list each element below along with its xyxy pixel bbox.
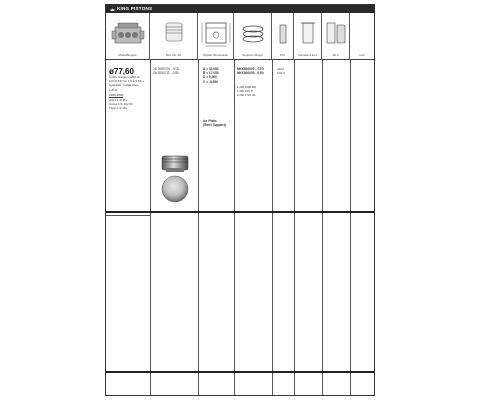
pin-size: ø18,0 1/61.9 (277, 67, 285, 76)
col-divider (294, 213, 295, 371)
col-divider (234, 59, 235, 211)
col-dimension (198, 13, 234, 59)
row-divider (106, 211, 374, 213)
col-label: Alt 2 (332, 53, 339, 57)
piston-photo-icon (156, 150, 194, 205)
col-divider (234, 373, 235, 395)
piston-note: Ice Plaks (Steel Support) (203, 119, 226, 128)
catalog-sheet (105, 4, 375, 396)
col-model-engine (106, 13, 150, 59)
col-divider (322, 59, 323, 211)
brand-logo (110, 5, 152, 13)
crown-icon (110, 7, 115, 12)
col-label: Ref. No. #1 (165, 53, 182, 57)
col-label: Gömlek /Liner (298, 53, 317, 57)
col-liner (294, 13, 322, 59)
col-divider (150, 59, 151, 211)
col-divider (198, 213, 199, 371)
engine-block-icon (106, 17, 150, 51)
col-divider (322, 373, 323, 395)
col-divider (198, 373, 199, 395)
ring-details: 1,200 1000 GR 1,200 2/10 P 2,000 1746 UF (237, 85, 256, 98)
engine-description: FCDC Hansen 1250 cc 10/1st 16/7cs 1.6 E 1.6S + Hydraulic, Cafad Zone 1.6LH (109, 75, 145, 92)
col-divider (350, 373, 351, 395)
brand-name: KING PISTONS (117, 6, 153, 11)
col-divider (294, 59, 295, 211)
col-divider (272, 213, 273, 371)
piston-icon (150, 17, 198, 51)
row-divider (106, 371, 374, 373)
col-divider (150, 373, 151, 395)
col-label: Pim (279, 53, 286, 57)
col-divider (272, 59, 273, 211)
col-ref (150, 13, 198, 59)
ring-icon (234, 17, 272, 51)
bore-diameter: ø77,60 (109, 67, 134, 76)
col-alt (322, 13, 350, 59)
engine-list: Astra 1.4i 16v Corsa 1.6i 16v 8V Tigra 1.4i 16v (109, 98, 133, 111)
liner-kit-icon (322, 17, 350, 51)
pin-icon (272, 17, 294, 51)
piston-dimensions: A = 32,050 B = 17,050 D = 5,300 C = -8,450 (203, 67, 219, 84)
top-bar (106, 5, 374, 13)
col-divider (234, 213, 235, 371)
reference-numbers: 28-3050700 - STD 28-3050711 - 0,50 (153, 67, 180, 76)
header-divider (106, 59, 374, 60)
col-rings (234, 13, 272, 59)
col-label: Model/Engine (118, 53, 137, 57)
liner-icon (294, 17, 322, 51)
col-label: Info (359, 53, 365, 57)
col-divider (272, 373, 273, 395)
sub-divider (106, 215, 150, 216)
dimension-drawing-icon (198, 17, 234, 51)
col-divider (322, 213, 323, 371)
column-header (106, 13, 374, 59)
col-divider (350, 213, 351, 371)
ring-set-numbers: NKK830000 - STD NKK830050 - 0,50 (237, 67, 264, 76)
col-divider (150, 213, 151, 371)
col-divider (350, 59, 351, 211)
col-info (350, 13, 374, 59)
col-label: Segman /Rings (242, 53, 263, 57)
col-pin (272, 13, 294, 59)
production-years: 1986-2000 (109, 93, 124, 97)
col-divider (294, 373, 295, 395)
col-label: Ölçüler /Dimension (202, 53, 229, 57)
col-divider (198, 59, 199, 211)
